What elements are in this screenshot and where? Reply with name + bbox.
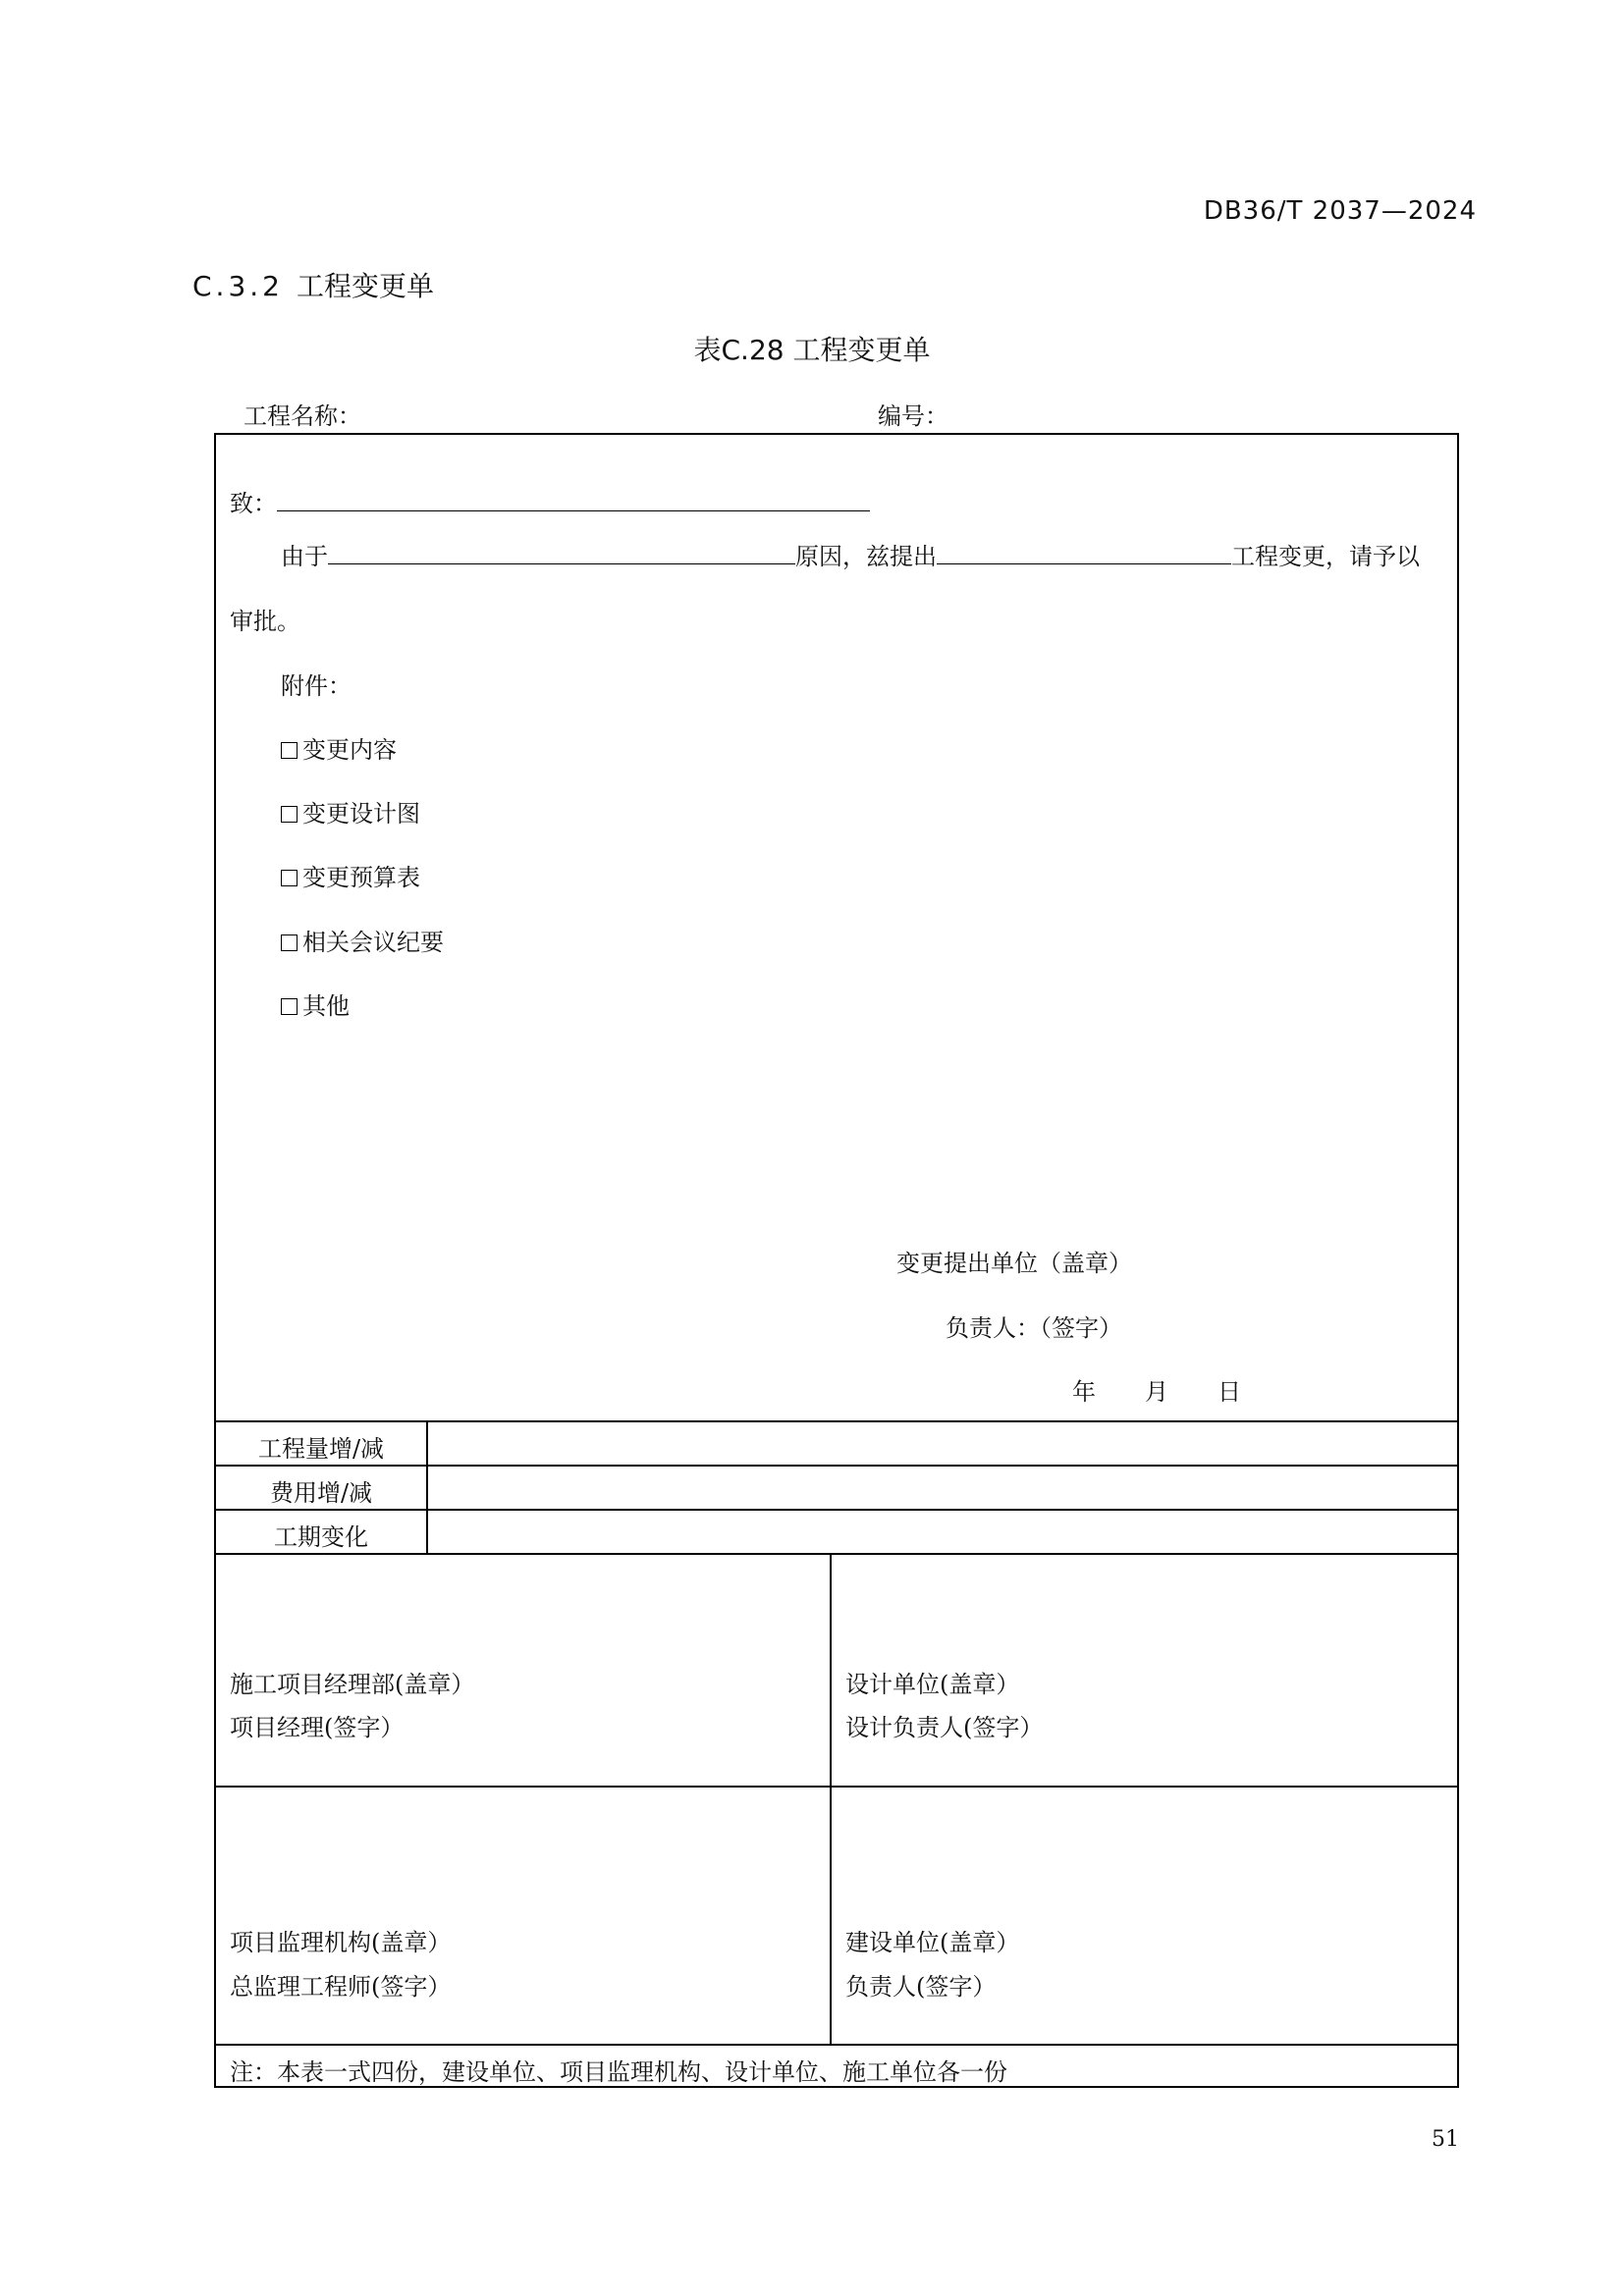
divider	[216, 1420, 1457, 1422]
attachment-item[interactable]	[281, 794, 420, 828]
section-title: 工程变更单	[297, 270, 435, 302]
page-number: 51	[1432, 2127, 1459, 2152]
table-title: 表C.28 工程变更单	[693, 334, 931, 366]
addressee-line	[230, 484, 870, 518]
divider	[830, 1553, 832, 2044]
construction-dept-stamp: 施工项目经理部(盖章）	[230, 1671, 475, 1698]
reason-mid: 原因，兹提出	[795, 543, 937, 570]
project-name-label: 工程名称：	[244, 402, 361, 430]
cost-change-label: 费用增/减	[269, 1479, 373, 1507]
date-day: 日	[1218, 1378, 1241, 1406]
checkbox[interactable]	[281, 806, 298, 823]
checkbox[interactable]	[281, 934, 298, 951]
divider	[216, 2044, 1457, 2046]
attachments-label: 附件：	[281, 672, 352, 700]
divider	[216, 1786, 1457, 1788]
checkbox[interactable]	[281, 870, 298, 886]
reason-suffix: 工程变更，请予以	[1231, 543, 1420, 570]
date-month: 月	[1145, 1378, 1168, 1406]
change-order-form	[214, 433, 1459, 2088]
attachment-item[interactable]	[281, 987, 350, 1021]
owner-lead-signature: 负责人(签字）	[845, 1973, 997, 2001]
date-year: 年	[1072, 1378, 1096, 1406]
proposer-unit-stamp: 变更提出单位（盖章）	[896, 1250, 1132, 1277]
supervision-org-stamp: 项目监理机构(盖章）	[230, 1929, 452, 1956]
reason-line	[281, 537, 1420, 571]
attachment-item[interactable]	[281, 923, 444, 957]
attachment-label: 变更内容	[302, 736, 397, 764]
chief-supervisor-signature: 总监理工程师(签字）	[230, 1973, 452, 2001]
date-line	[1072, 1372, 1241, 1407]
reason-continuation: 审批。	[230, 608, 300, 635]
document-code: DB36/T 2037—2024	[1203, 196, 1477, 226]
attachment-label: 相关会议纪要	[302, 929, 444, 956]
divider	[216, 1509, 1457, 1511]
design-unit-stamp: 设计单位(盖章）	[845, 1671, 1020, 1698]
responsible-signature: 负责人：（签字）	[946, 1314, 1122, 1342]
checkbox[interactable]	[281, 742, 298, 759]
section-heading	[192, 265, 434, 304]
section-number: C.3.2	[192, 270, 284, 302]
serial-number-label: 编号：	[878, 402, 948, 430]
period-change-label: 工期变化	[274, 1523, 368, 1551]
divider	[216, 1553, 1457, 1555]
attachment-label: 变更设计图	[302, 800, 420, 828]
attachment-item[interactable]	[281, 858, 420, 892]
form-note: 注：本表一式四份，建设单位、项目监理机构、设计单位、施工单位各一份	[230, 2058, 1007, 2086]
attachment-label: 其他	[302, 992, 350, 1020]
addressee-blank[interactable]	[277, 487, 870, 511]
change-item-blank[interactable]	[937, 540, 1231, 564]
divider	[426, 1420, 428, 1553]
reason-blank[interactable]	[328, 540, 795, 564]
owner-unit-stamp: 建设单位(盖章）	[845, 1929, 1020, 1956]
design-lead-signature: 设计负责人(签字）	[845, 1714, 1044, 1741]
checkbox[interactable]	[281, 998, 298, 1015]
addressee-label: 致：	[230, 490, 277, 517]
divider	[216, 1465, 1457, 1467]
project-manager-signature: 项目经理(签字）	[230, 1714, 405, 1741]
attachment-label: 变更预算表	[302, 864, 420, 891]
quantity-change-label: 工程量增/减	[257, 1435, 385, 1463]
reason-prefix: 由于	[281, 543, 328, 570]
attachment-item[interactable]	[281, 730, 397, 765]
